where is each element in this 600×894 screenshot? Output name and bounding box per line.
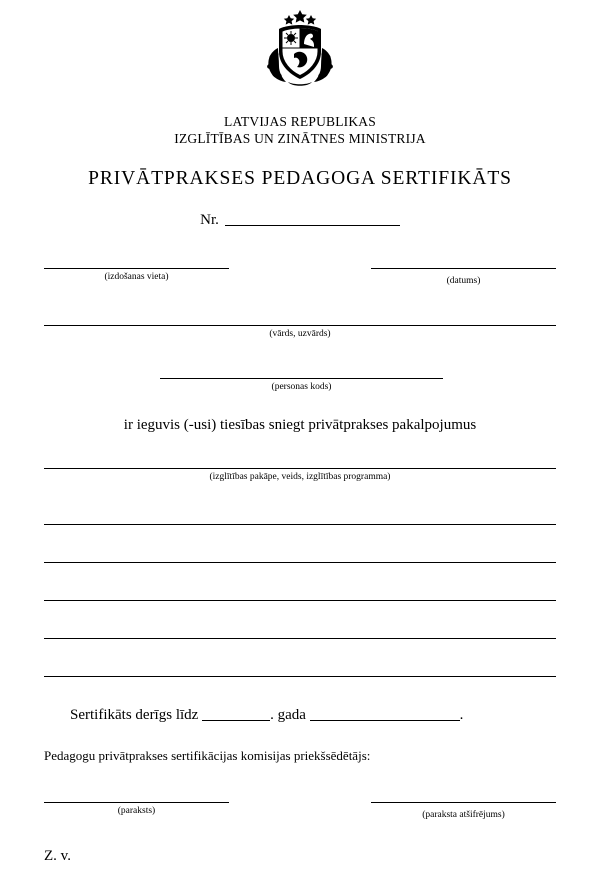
issue-place-line[interactable] [44, 268, 229, 269]
certificate-number-row [0, 212, 600, 229]
name-line[interactable] [44, 325, 556, 326]
education-line[interactable] [44, 468, 556, 469]
issue-place-caption: (izdošanas vieta) [104, 272, 169, 282]
signature-caption: (paraksts) [117, 806, 156, 816]
page-title: PRIVĀTPRAKSES PEDAGOGA SERTIFIKĀTS [88, 168, 512, 189]
validity-month-blank[interactable] [310, 707, 460, 721]
seal-mark: Z. v. [44, 848, 71, 864]
signature-transcript-line[interactable] [371, 802, 556, 803]
validity-row [70, 707, 463, 724]
date-line[interactable] [371, 268, 556, 269]
validity-prefix: Sertifikāts derīgs līdz [70, 707, 199, 723]
blank-line-3[interactable] [44, 600, 556, 601]
validity-day-blank[interactable] [202, 707, 270, 721]
personal-code-line[interactable] [160, 378, 443, 379]
name-caption: (vārds, uzvārds) [269, 329, 331, 339]
blank-line-1[interactable] [44, 524, 556, 525]
latvian-coat-of-arms-icon [258, 8, 342, 90]
blank-line-5[interactable] [44, 676, 556, 677]
commission-chair-label: Pedagogu privātprakses sertifikācijas komisijas priekšsēdētājs: [44, 748, 371, 763]
signature-line[interactable] [44, 802, 229, 803]
ministry-line-2: IZGLĪTĪBAS UN ZINĀTNES MINISTRIJA [174, 131, 426, 146]
ministry-heading [0, 113, 600, 147]
blank-line-2[interactable] [44, 562, 556, 563]
date-caption: (datums) [446, 276, 481, 286]
certificate-number-blank[interactable] [225, 212, 400, 226]
body-sentence: ir ieguvis (-usi) tiesības sniegt privātprakses pakalpojumus [123, 417, 477, 433]
education-caption: (izglītības pakāpe, veids, izglītības programma) [209, 472, 391, 482]
signature-transcript-caption: (paraksta atšifrējums) [422, 810, 505, 820]
emblem-container [0, 8, 600, 95]
blank-line-4[interactable] [44, 638, 556, 639]
validity-suffix: . [459, 707, 464, 723]
personal-code-caption: (personas kods) [271, 382, 332, 392]
certificate-number-label: Nr. [200, 212, 219, 228]
validity-middle: . gada [270, 707, 306, 723]
ministry-line-1: LATVIJAS REPUBLIKAS [224, 114, 376, 129]
